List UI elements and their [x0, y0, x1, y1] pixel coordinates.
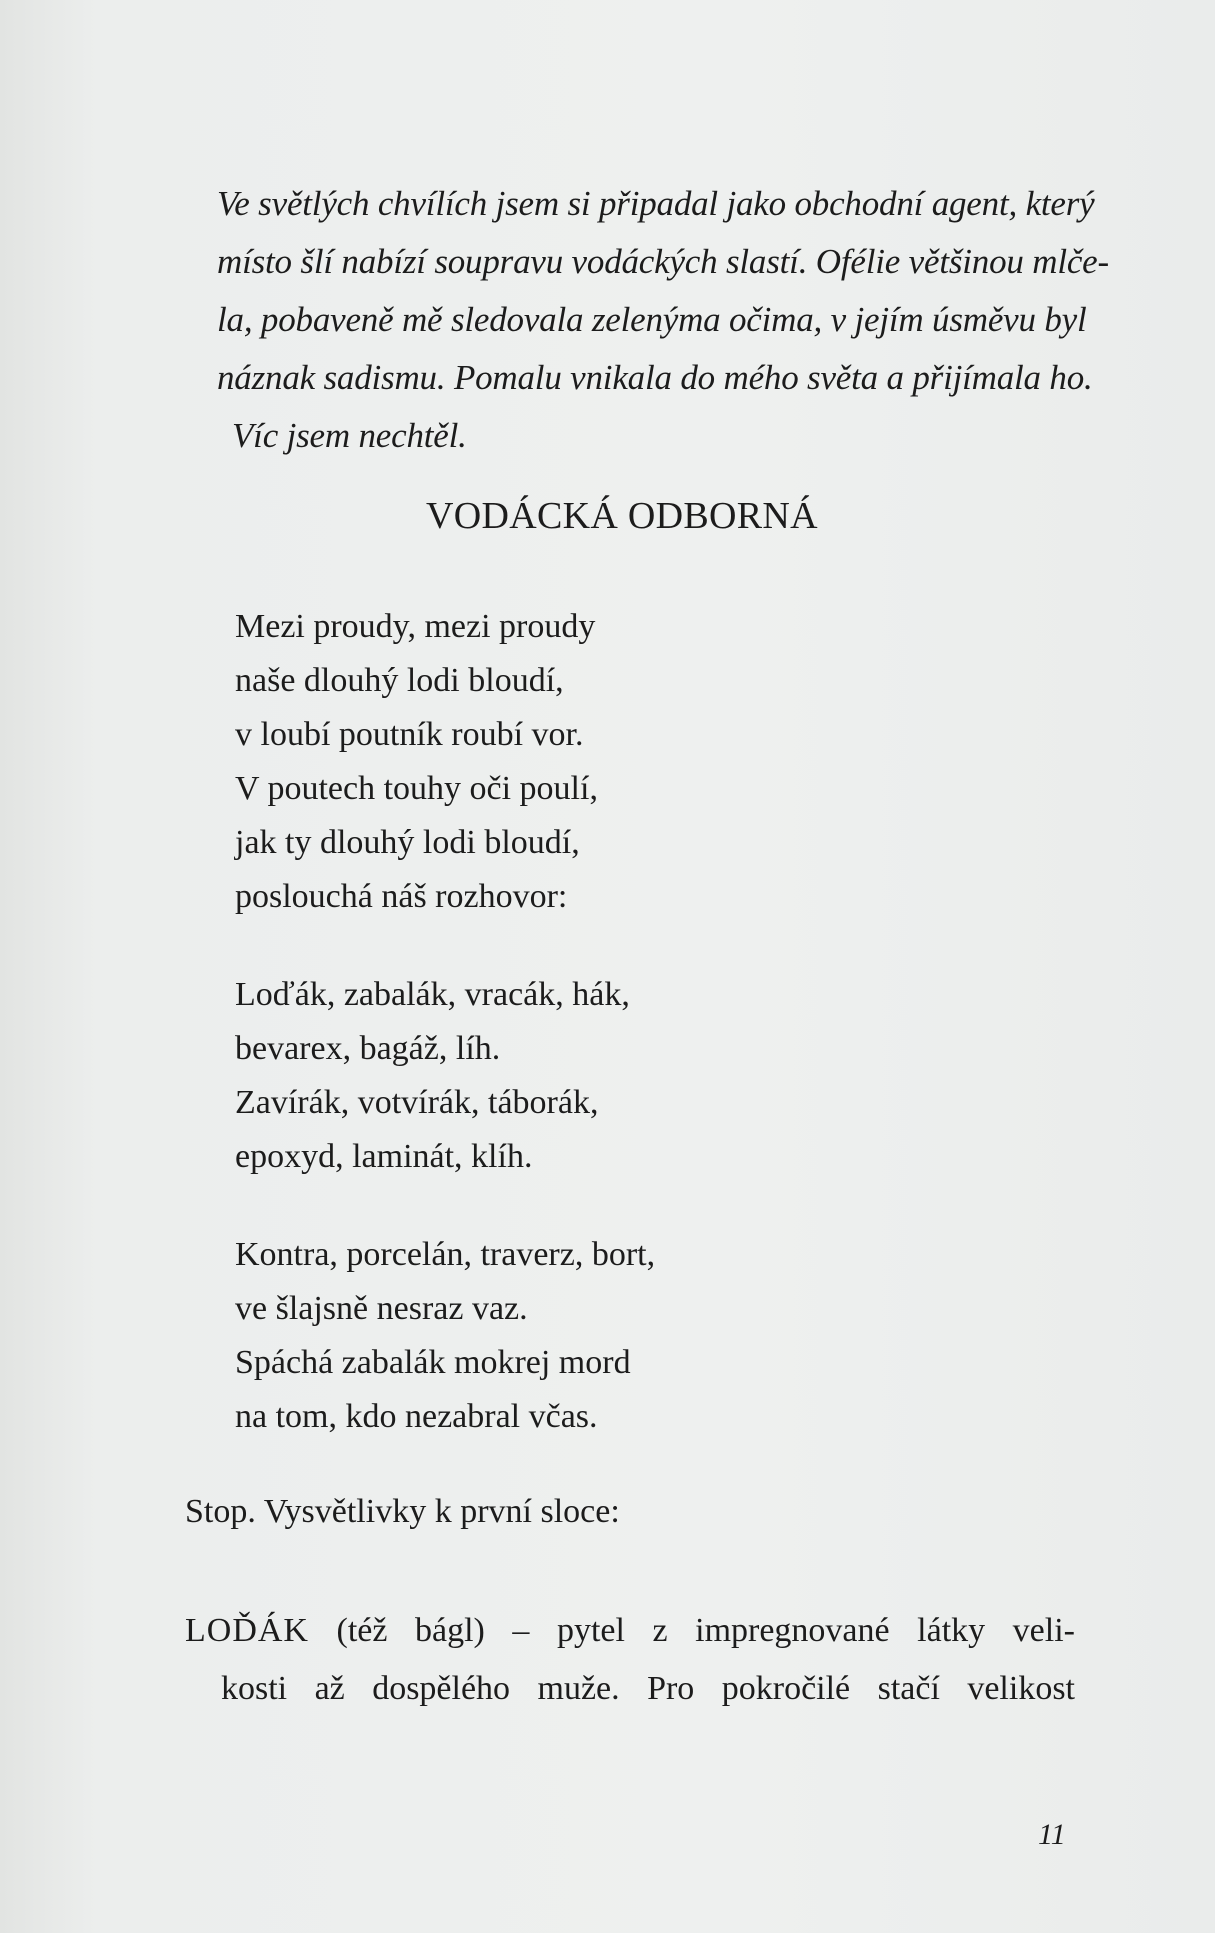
- intro-line: Víc jsem nechtěl.: [232, 416, 467, 455]
- verse-line: na tom, kdo nezabral včas.: [235, 1398, 598, 1435]
- verse-line: V poutech touhy oči poulí,: [235, 770, 598, 807]
- glossary-term: LOĎÁK: [185, 1612, 309, 1649]
- verse-line: jak ty dlouhý lodi bloudí,: [235, 824, 580, 861]
- glossary-definition-start: (též bágl) – pytel z impregnované látky veli-: [308, 1612, 1075, 1649]
- verse-line: Loďák, zabalák, vracák, hák,: [235, 976, 630, 1013]
- intro-paragraph: [217, 175, 1109, 465]
- verse-line: ve šlajsně nesraz vaz.: [235, 1290, 528, 1327]
- glossary-line: [185, 1602, 1075, 1660]
- verse-line: epoxyd, laminát, klíh.: [235, 1138, 533, 1175]
- verse-line: Kontra, porcelán, traverz, bort,: [235, 1236, 656, 1273]
- song-stanza: [235, 600, 598, 924]
- glossary-entry: [185, 1602, 1075, 1718]
- intro-line: la, pobaveně mě sledovala zelenýma očima, v jejím úsměvu byl: [217, 300, 1087, 339]
- notes-heading: Stop. Vysvětlivky k první sloce:: [185, 1493, 620, 1530]
- intro-line: Ve světlých chvílích jsem si připadal jako obchodní agent, který: [217, 184, 1095, 223]
- verse-line: Mezi proudy, mezi proudy: [235, 608, 596, 645]
- verse-line: Spáchá zabalák mokrej mord: [235, 1344, 631, 1381]
- verse-line: bevarex, bagáž, líh.: [235, 1030, 501, 1067]
- glossary-line: kosti až dospělého muže. Pro pokročilé stačí velikost: [221, 1670, 1075, 1707]
- intro-line: náznak sadismu. Pomalu vnikala do mého světa a přijímala ho.: [217, 358, 1093, 397]
- song-title: VODÁCKÁ ODBORNÁ: [426, 495, 818, 537]
- verse-line: poslouchá náš rozhovor:: [235, 878, 568, 915]
- verse-line: Zavírák, votvírák, táborák,: [235, 1084, 599, 1121]
- song-stanza: [235, 1228, 655, 1444]
- song-stanza: [235, 968, 630, 1184]
- verse-line: naše dlouhý lodi bloudí,: [235, 662, 564, 699]
- verse-line: v loubí poutník roubí vor.: [235, 716, 584, 753]
- page-number: 11: [1038, 1818, 1066, 1851]
- intro-line: místo šlí nabízí soupravu vodáckých slastí. Ofélie většinou mlče-: [217, 242, 1109, 281]
